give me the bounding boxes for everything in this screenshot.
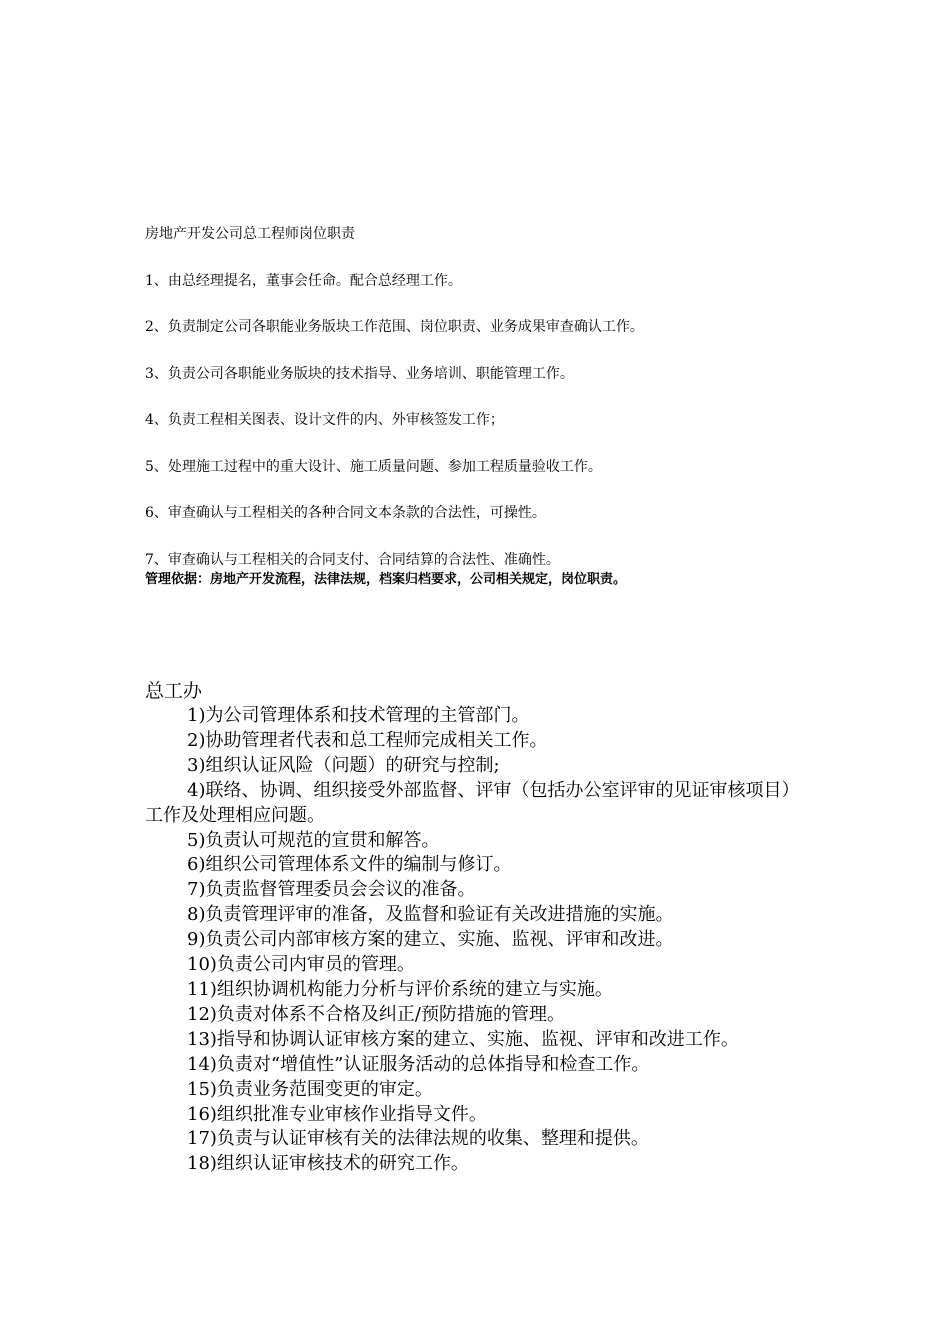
- duty-item: 6、审查确认与工程相关的各种合同文本条款的合法性，可操性。: [145, 505, 546, 521]
- duty-item: 1、由总经理提名，董事会任命。配合总经理工作。: [145, 273, 462, 289]
- office-item: 12)负责对体系不合格及纠正/预防措施的管理。: [187, 1003, 565, 1025]
- office-responsibility-list: [145, 704, 810, 1177]
- office-item: 3)组织认证风险（问题）的研究与控制;: [187, 754, 500, 776]
- office-item: 17)负责与认证审核有关的法律法规的收集、整理和提供。: [187, 1128, 649, 1150]
- document-title: 房地产开发公司总工程师岗位职责: [145, 226, 355, 242]
- office-item: 5)负责认可规范的宣贯和解答。: [187, 829, 440, 851]
- office-item: 8)负责管理评审的准备，及监督和验证有关改进措施的实施。: [187, 904, 674, 926]
- chief-engineer-office-section: [145, 678, 810, 1177]
- office-item: 13)指导和协调认证审核方案的建立、实施、监视、评审和改进工作。: [187, 1028, 739, 1050]
- office-item: 1)为公司管理体系和技术管理的主管部门。: [187, 705, 530, 726]
- office-title: 总工办: [145, 680, 203, 702]
- office-item: 9)负责公司内部审核方案的建立、实施、监视、评审和改进。: [187, 929, 674, 951]
- job-description-section: [145, 224, 845, 590]
- duty-list: [145, 271, 845, 570]
- office-item: 18)组织认证审核技术的研究工作。: [187, 1153, 469, 1175]
- office-item: 16)组织批准专业审核作业指导文件。: [187, 1103, 487, 1125]
- management-basis: 管理依据：房地产开发流程，法律法规，档案归档要求，公司相关规定，岗位职责。: [145, 572, 627, 587]
- office-item: 7)负责监督管理委员会会议的准备。: [187, 879, 476, 901]
- office-item: 14)负责对“增值性”认证服务活动的总体指导和检查工作。: [187, 1053, 650, 1075]
- office-item: 10)负责公司内审员的管理。: [187, 954, 415, 976]
- duty-item: 4、负责工程相关图表、设计文件的内、外审核签发工作；: [145, 412, 504, 428]
- office-item: 11)组织协调机构能力分析与评价系统的建立与实施。: [187, 978, 613, 1000]
- office-item: 6)组织公司管理体系文件的编制与修订。: [187, 854, 512, 876]
- duty-item: 5、处理施工过程中的重大设计、施工质量问题、参加工程质量验收工作。: [145, 459, 602, 475]
- duty-item: 2、负责制定公司各职能业务版块工作范围、岗位职责、业务成果审查确认工作。: [145, 319, 644, 335]
- duty-item: 3、负责公司各职能业务版块的技术指导、业务培训、职能管理工作。: [145, 366, 574, 382]
- office-item: 2)协助管理者代表和总工程师完成相关工作。: [187, 729, 548, 751]
- office-item: 4)联络、协调、组织接受外部监督、评审（包括办公室评审的见证审核项目）工作及处理相应问题。: [145, 779, 800, 826]
- office-item: 15)负责业务范围变更的审定。: [187, 1078, 433, 1100]
- duty-item: 7、审查确认与工程相关的合同支付、合同结算的合法性、准确性。: [145, 552, 560, 568]
